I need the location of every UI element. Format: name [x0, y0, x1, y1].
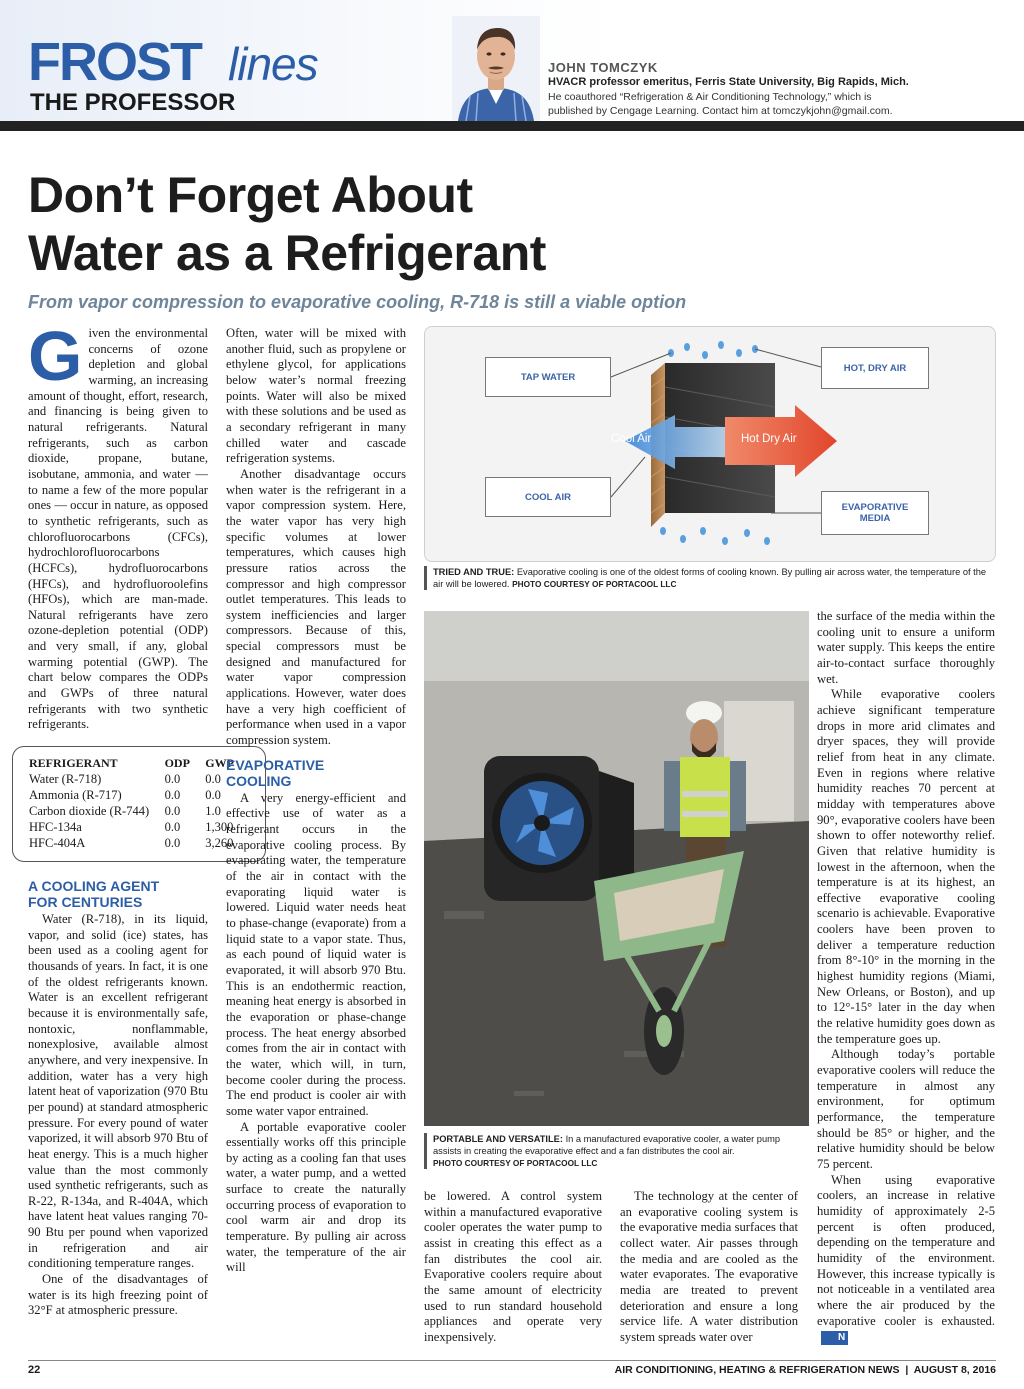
- footer-rule: [28, 1360, 996, 1361]
- cool-air-arrow-label: Cool Air: [611, 433, 652, 445]
- paragraph: the surface of the media within the cooling unit to ensure a uniform water supply. This keeps the entire air-to-contact surface thoroughly wet.: [817, 609, 995, 686]
- table-cell: 0.0: [205, 788, 221, 802]
- drop-cap: G: [28, 317, 83, 395]
- diagram-label-tap-water: TAP WATER: [485, 357, 611, 397]
- table-header-row: [29, 755, 255, 771]
- table-cell: 0.0: [205, 772, 221, 786]
- paragraph: Often, water will be mixed with another fluid, such as propylene or ethylene glycol, for applications below water’s normal freezing points. Water will also be mixed with these solutions and be used as a secondary refrigerant in many chilled water and cascade refrigeration systems.: [226, 326, 406, 466]
- headline: [28, 166, 728, 282]
- table-header: GWP: [205, 756, 234, 770]
- table-cell: Water (R-718): [29, 772, 102, 786]
- paragraph: Another disadvantage occurs when water is the refrigerant in a vapor compression system. Here, the water vapor has very high specific volumes at lower temperatures, which causes high pressure ratios across the compressor and high compressor outlet temperatures. This leads to system inefficiencies and larger compressors. Because of this, special compressors must be designed and manufactured for water vapor compression applications. However, water does have a very high coefficient of performance when used in a vapor compression system.: [226, 466, 406, 748]
- paragraph: [817, 1173, 995, 1346]
- caption-lead: PORTABLE AND VERSATILE:: [433, 1134, 563, 1144]
- paragraph: Water (R-718), in its liquid, vapor, and solid (ice) states, has been used as a cooling agent for thousands of years. In fact, it is one of the oldest refrigerants known. Water is an excellent refrigerant because it is environmentally safe, nontoxic, nonflammable, nonexplosive, available almost anywhere, and very inexpensive. In addition, water has a very high latent heat of vaporization (970 Btu per pound) at standard atmospheric pressure. For every pound of water vaporized, it will absorb 970 Btu of heat energy. This is a much higher value than the most commonly used synthetic refrigerants, such as R-22, R-134a, and R-404A, which have latent heat values ranging 70-90 Btu per pound when vaporized in refrigeration and air conditioning temperature ranges.: [28, 912, 208, 1271]
- table-row: [29, 771, 255, 787]
- section-heading-line: EVAPORATIVE: [226, 756, 325, 773]
- column-5: [817, 609, 995, 1345]
- header-rule: [0, 121, 1024, 131]
- intro-paragraph: [28, 317, 208, 733]
- diagram-label-hot-dry-air: HOT, DRY AIR: [821, 347, 929, 389]
- table-row: [29, 803, 255, 819]
- portable-cooler-photo: [424, 611, 809, 1126]
- table-header: ODP: [164, 756, 190, 770]
- evaporative-cooling-diagram: [424, 326, 996, 562]
- brand-frost: FROST: [28, 32, 201, 92]
- brand-lines: lines: [228, 38, 318, 90]
- publication-footer: AIR CONDITIONING, HEATING & REFRIGERATION NEWS | AUGUST 8, 2016: [614, 1364, 996, 1376]
- table-cell: HFC-404A: [29, 836, 86, 850]
- table-row: [29, 787, 255, 803]
- photo-caption: [424, 1133, 809, 1169]
- table-header: REFRIGERANT: [29, 756, 118, 770]
- author-bio-line-2: published by Cengage Learning. Contact him at tomczykjohn@gmail.com.: [548, 105, 893, 117]
- column-4: [620, 1189, 798, 1346]
- table-cell: 3,260: [205, 836, 234, 850]
- subhead: From vapor compression to evaporative cooling, R-718 is still a viable option: [28, 292, 687, 312]
- table-cell: 1.0: [205, 804, 221, 818]
- paragraph: While evaporative coolers achieve significant temperature drops in more arid climates and dryer spaces, they will provide relief from heat in any climate. Even in regions where relative humidity reaches 70 percent at midday with temperatures above 90°, evaporative coolers have been shown to offer noteworthy relief. Given that relative humidity is lowest in the afternoon, when the temperature is at its highest, an effective evaporative cooling scenario is achievable. Evaporative coolers have been proven to deliver a temperature reduction from 8°-10° in the morning in the highest humidity regions (Miami, New Orleans, or Boston), and up to 12°-15° later in the day when the relative humidity goes down as the temperature goes up.: [817, 687, 995, 1046]
- table-cell: HFC-134a: [29, 820, 82, 834]
- section-heading-evaporative-cooling: [226, 757, 406, 789]
- table-cell: Ammonia (R-717): [29, 788, 122, 802]
- diagram-label-line: MEDIA: [859, 513, 891, 524]
- paragraph: One of the disadvantages of water is its high freezing point of 32°F at atmospheric pressure.: [28, 1272, 208, 1318]
- section-heading-line: COOLING: [226, 772, 292, 789]
- column-1-bottom: [28, 874, 208, 1319]
- table-cell: 0.0: [164, 836, 181, 850]
- author-bio: [548, 90, 978, 118]
- caption-credit: PHOTO COURTESY OF PORTACOOL LLC: [512, 579, 677, 589]
- author-title: HVACR professor emeritus, Ferris State University, Big Rapids, Mich.: [548, 76, 909, 88]
- column-name: THE PROFESSOR: [30, 89, 236, 116]
- paragraph: Although today’s portable evaporative coolers will reduce the temperature in almost any environment, for optimum performance, the temperature should be 85° or higher, and the relative humidity should be below 75 percent.: [817, 1047, 995, 1171]
- headline-line-1: Don’t Forget About: [28, 167, 473, 223]
- table-cell: 0.0: [164, 772, 181, 786]
- section-heading-line: FOR CENTURIES: [28, 894, 143, 910]
- paragraph: be lowered. A control system within a manufactured evaporative cooler operates the water pump to assist in creating this effect as a fan distributes the cool air. Evaporative coolers require about the same amount of electricity used to run standard household appliances and operate very inexpensively.: [424, 1189, 602, 1344]
- diagram-caption: [424, 566, 996, 590]
- column-3: [424, 1189, 602, 1346]
- diagram-label-line: EVAPORATIVE: [841, 502, 909, 513]
- table-cell: Carbon dioxide (R-744): [29, 804, 150, 818]
- caption-credit: PHOTO COURTESY OF PORTACOOL LLC: [433, 1158, 598, 1168]
- column-2: [226, 326, 406, 1276]
- caption-text: Evaporative cooling is one of the oldest forms of cooling known. By pulling air across water, the temperature of the air will be lowered.: [433, 567, 987, 589]
- section-heading-line: A COOLING AGENT: [28, 878, 160, 894]
- end-mark-logo: N: [821, 1331, 848, 1345]
- caption-text: In a manufactured evaporative cooler, a water pump assists in creating the evaporative effect and a fan distributes the cool air.: [433, 1134, 781, 1156]
- table-cell: 0.0: [164, 820, 181, 834]
- table-cell: 1,300: [205, 820, 234, 834]
- section-heading-cooling-agent: [28, 878, 208, 910]
- author-bio-line-1: He coauthored “Refrigeration & Air Conditioning Technology,” which is: [548, 91, 872, 103]
- diagram-label-cool-air: COOL AIR: [485, 477, 611, 517]
- paragraph: The technology at the center of an evaporative cooling system is the evaporative media surfaces that collect water. Air passes through the media and are cooled as the water evaporates. The evaporative media are treated to prevent deterioration and ensure a long service life. A water distribution system spreads water over: [620, 1189, 798, 1344]
- hot-air-arrow-label: Hot Dry Air: [741, 433, 797, 445]
- author-photo: [452, 16, 540, 121]
- headline-line-2: Water as a Refrigerant: [28, 225, 546, 281]
- table-row: [29, 835, 255, 851]
- intro-text: iven the environmental concerns of ozone depletion and global warming, an increasing amount of thought, effort, research, and financing is being given to natural refrigerants. Natural refrigerants, such as carbon dioxide, propane, butane, isobutane, ammonia, and water — to name a few of the more popular ones — occur in nature, as opposed to synthetic refrigerants, such as chlorofluorocarbons (CFCs), hydrochlorofluorocarbons (HCFCs), hydrofluorocarbons (HFCs), and hydrofluoroolefins (HFOs), which are man-made. Natural refrigerants have zero ozone-depletion potential (ODP) and very small, if any, global warming potential (GWP). The chart below compares the ODPs and GWPs of three natural refrigerants with two synthetic refrigerants.: [28, 326, 208, 732]
- table-cell: 0.0: [164, 788, 181, 802]
- paragraph: A portable evaporative cooler essentially works off this principle by acting as a cooling fan that uses water, a water pump, and a wetted surface to create the naturally occurring process of evaporation to cool warm air and drop its temperature. By pulling air across water, the temperature of the air will: [226, 1119, 406, 1275]
- table-cell: 0.0: [164, 804, 181, 818]
- author-name: JOHN TOMCZYK: [548, 60, 658, 75]
- paragraph-text: When using evaporative coolers, an increase in relative humidity of approximately 2-5 percent is often produced, depending on the temperature and humidity of the environment. However, this increase typically is not noticeable in a ventilated area where the air produced by the evaporative cooler is exhausted.: [817, 1172, 995, 1328]
- diagram-label-evaporative-media: [821, 491, 929, 535]
- table-row: [29, 819, 255, 835]
- column-1-top: [28, 317, 208, 733]
- caption-lead: TRIED AND TRUE:: [433, 567, 515, 577]
- page-number: 22: [28, 1364, 41, 1376]
- paragraph: A very energy-efficient and effective use of water as a refrigerant occurs in the evaporative cooling process. By evaporating water, the temperature of the air in contact with the evaporating liquid water is lowered. Liquid water needs heat to phase-change (evaporate) from a liquid state to a vapor state. Thus, as each pound of liquid water is evaporated, it will absorb 970 Btu. This is an endothermic reaction, meaning heat energy is absorbed in the evaporation or phase-change process. The heat energy absorbed comes from the air in contact with the water, which will, in turn, become cooler during the process. The end product is cooler air with some water vapor entrained.: [226, 790, 406, 1118]
